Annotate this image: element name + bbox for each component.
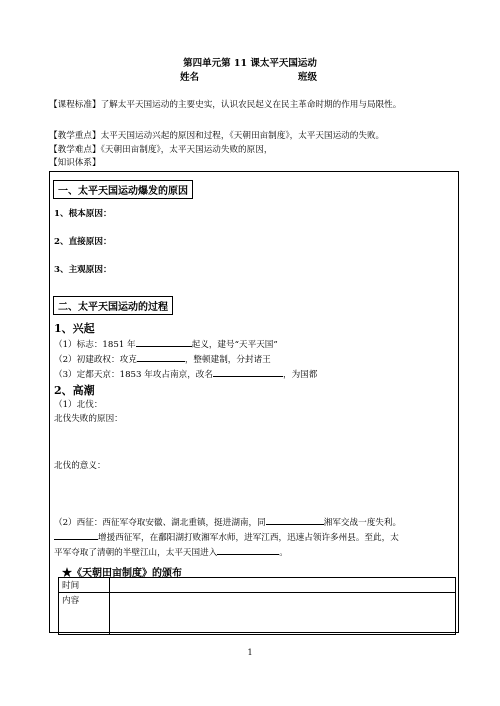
course-standard: 【课程标准】了解太平天国运动的主要史实，认识农民起义在民主革命时期的作用与局限性。 xyxy=(49,100,402,110)
rise-item-2: （2）初建政权：攻克 ，整顿建制，分封诸王 xyxy=(54,352,271,365)
western-expedition: （2）西征：西征军夺取安徽、湖北重镇，挺进湖南，同 湘军交战一度失利。 增援西征军，在鄱阳湖打败湘军水师，进军江西，迅速占领许多州县。至此，太 平军夺取了清朝的半壁江山，太平天国进入 。 xyxy=(54,515,456,560)
cause-subjective: 3、主观原因： xyxy=(54,265,112,275)
key-points: 【教学重点】太平天国运动兴起的原因和过程，《天朝田亩制度》，太平天国运动的失败。 xyxy=(49,131,385,141)
blank-commander[interactable] xyxy=(266,515,324,525)
blank-heyday[interactable] xyxy=(217,545,279,555)
table-row xyxy=(59,578,456,593)
teaching-difficulties: 【教学难点】《天朝田亩制度》，太平天国运动失败的原因， xyxy=(49,145,273,155)
rise-item-3: （3）定都天京：1853 年攻占南京，改名 ，为国都 xyxy=(54,367,317,380)
northern-failure-reasons: 北伐失败的原因： xyxy=(54,414,123,424)
page-number: 1 xyxy=(247,648,253,657)
knowledge-system-label: 【知识体系】 xyxy=(49,158,101,168)
decree-table xyxy=(58,577,456,635)
rise-heading: 1、兴起 xyxy=(54,322,95,335)
decree-time-cell[interactable] xyxy=(110,578,456,593)
northern-significance: 北伐的意义： xyxy=(54,461,106,471)
name-label: 姓名 xyxy=(180,72,200,83)
cause-direct: 2、直接原因： xyxy=(54,237,112,247)
table-row xyxy=(59,593,456,635)
blank-uprising-place[interactable] xyxy=(136,337,192,347)
section-causes-heading: 一、太平天国运动爆发的原因 xyxy=(53,180,193,199)
knowledge-box xyxy=(49,171,459,633)
blank-captured-city[interactable] xyxy=(137,352,185,362)
decree-content-label: 内容 xyxy=(59,593,110,635)
section-process-heading: 二、太平天国运动的过程 xyxy=(53,296,173,315)
decree-title: ★《天朝田亩制度》的颁布 xyxy=(62,568,182,579)
blank-capital-name[interactable] xyxy=(213,367,283,377)
student-info xyxy=(180,69,360,83)
climax-heading: 2、高潮 xyxy=(54,384,95,397)
page-title: 第四单元第 11 课太平天国运动 xyxy=(183,58,317,69)
rise-item-1: （1）标志：1851 年 起义，建号“天平天国” xyxy=(54,337,278,350)
cause-fundamental: 1、根本原因： xyxy=(54,209,112,219)
decree-content-cell[interactable] xyxy=(110,593,456,635)
blank-reinforcement[interactable] xyxy=(54,530,98,540)
decree-time-label: 时间 xyxy=(59,578,110,593)
northern-expedition: （1）北伐： xyxy=(54,400,103,410)
class-label: 班级 xyxy=(298,72,318,83)
